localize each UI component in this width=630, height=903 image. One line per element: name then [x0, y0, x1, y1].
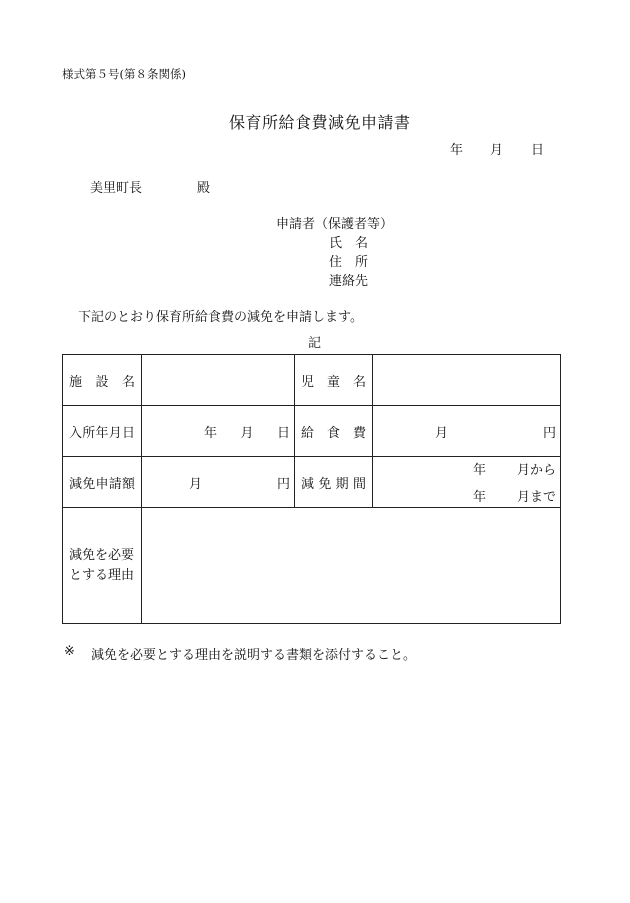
admission-date-label: 入所年月日: [63, 406, 142, 457]
table-row: [63, 508, 561, 624]
admission-year-unit: 年: [204, 425, 218, 441]
admission-day-unit: 日: [276, 425, 290, 441]
date-year-label: 年: [450, 143, 464, 158]
applicant-name-label: 氏 名: [329, 236, 369, 251]
reduction-amount-label: 減免申請額: [63, 457, 142, 508]
reduction-period-label: 減 免 期 間: [295, 457, 373, 508]
applicant-address-label: 住 所: [329, 255, 369, 270]
period-from-month-unit: 月から: [516, 463, 556, 478]
reason-label-line1: 減免を必要: [69, 547, 135, 563]
facility-field[interactable]: [142, 355, 295, 406]
date-day-label: 日: [531, 143, 545, 158]
date-month-label: 月: [490, 143, 504, 158]
period-from-year-unit: 年: [473, 463, 487, 478]
applicant-heading: 申請者（保護者等）: [276, 217, 394, 232]
footnote-text: 減免を必要とする理由を説明する書類を添付すること。: [91, 648, 417, 663]
facility-label: 施 設 名: [63, 355, 142, 406]
admission-month-unit: 月: [240, 425, 254, 441]
meal-fee-field[interactable]: [373, 406, 561, 457]
child-name-label: 児 童 名: [295, 355, 373, 406]
reason-label: [63, 508, 142, 624]
form-number: 様式第５号(第８条関係): [62, 67, 186, 81]
table-row: [63, 457, 561, 508]
meal-fee-month-unit: 月: [435, 425, 449, 441]
reduction-month-unit: 月: [189, 476, 203, 492]
child-name-field[interactable]: [373, 355, 561, 406]
reason-label-line2: とする理由: [69, 567, 135, 583]
table-row: [63, 406, 561, 457]
reduction-period-field[interactable]: [373, 457, 561, 508]
ki-heading: 記: [308, 336, 322, 351]
applicant-contact-label: 連絡先: [329, 274, 369, 289]
addressee-honorific: 殿: [197, 181, 211, 196]
meal-fee-label: 給 食 費: [295, 406, 373, 457]
table-row: [63, 355, 561, 406]
page-title: 保育所給食費減免申請書: [229, 113, 411, 132]
request-text: 下記のとおり保育所給食費の減免を申請します。: [78, 310, 363, 325]
application-table: [62, 354, 561, 624]
addressee-name: 美里町長: [90, 181, 143, 196]
period-to-year-unit: 年: [473, 490, 487, 505]
footnote-mark: ※: [64, 644, 75, 659]
period-to-month-unit: 月まで: [516, 490, 556, 505]
meal-fee-yen-unit: 円: [542, 425, 556, 441]
reduction-amount-field[interactable]: [142, 457, 295, 508]
admission-date-field[interactable]: [142, 406, 295, 457]
reason-field[interactable]: [142, 508, 561, 624]
reduction-yen-unit: 円: [276, 476, 290, 492]
